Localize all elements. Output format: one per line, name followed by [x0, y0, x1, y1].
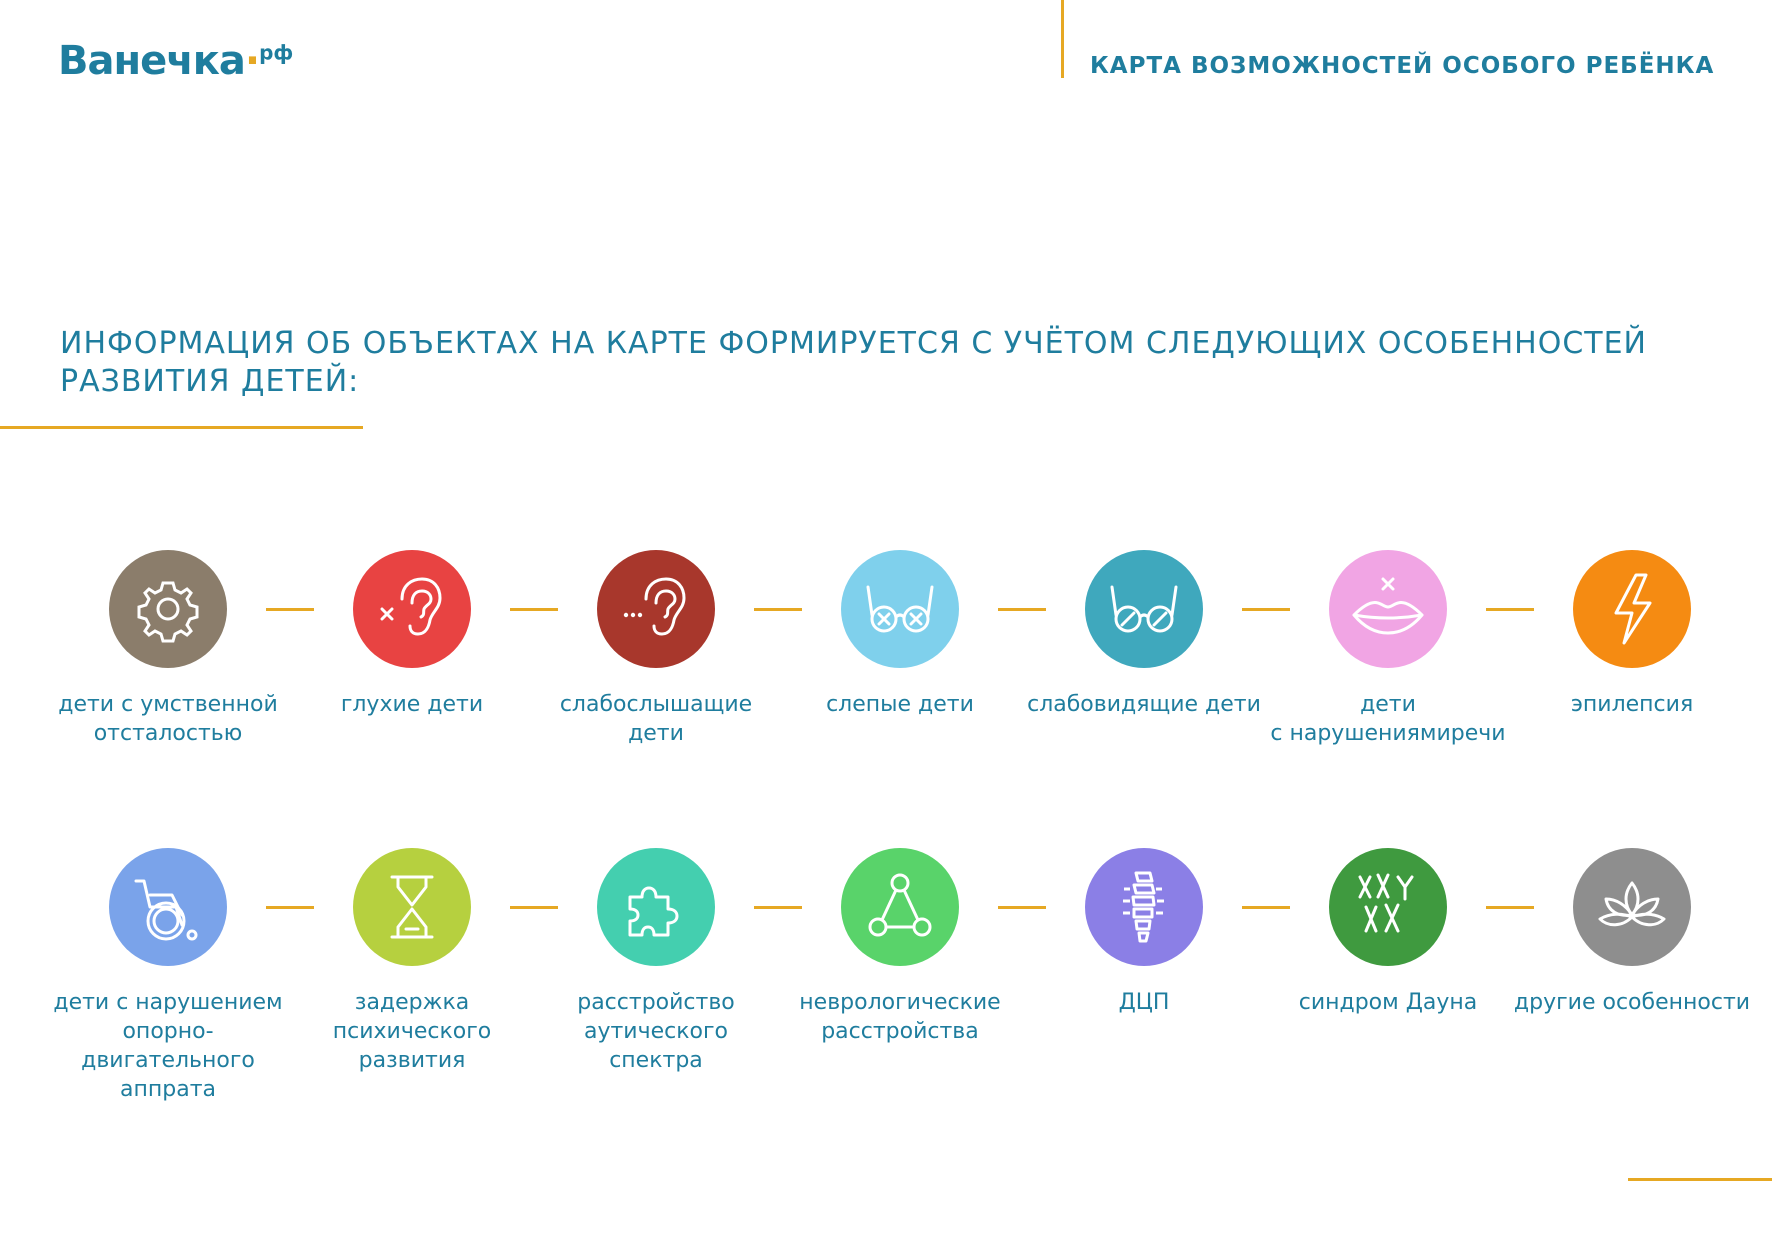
feature-item[interactable]: [1266, 848, 1510, 1017]
page-title: КАРТА ВОЗМОЖНОСТЕЙ ОСОБОГО РЕБЁНКА: [1090, 53, 1715, 79]
header-divider: [1061, 0, 1064, 78]
chromosome-icon: [1329, 848, 1447, 966]
logo-dot: ·: [244, 38, 260, 84]
spine-icon: [1085, 848, 1203, 966]
feature-item[interactable]: [534, 848, 778, 1075]
network-triangle-icon: [841, 848, 959, 966]
lightning-icon: [1573, 550, 1691, 668]
feature-item[interactable]: [1266, 550, 1510, 748]
features-row-2: [0, 848, 1772, 1208]
wheelchair-icon: [109, 848, 227, 966]
feature-item[interactable]: [778, 550, 1022, 719]
feature-label: дети с умственной отсталостью: [58, 692, 278, 746]
low-vision-glasses-icon: [1085, 550, 1203, 668]
puzzle-icon: [597, 848, 715, 966]
hard-of-hearing-ear-icon: [597, 550, 715, 668]
feature-item[interactable]: [46, 550, 290, 748]
feature-item[interactable]: [534, 550, 778, 748]
gear-icon: [109, 550, 227, 668]
feature-label: слепые дети: [826, 692, 974, 717]
section-heading: ИНФОРМАЦИЯ ОБ ОБЪЕКТАХ НА КАРТЕ ФОРМИРУЕТСЯ С УЧЁТОМ СЛЕДУЮЩИХ ОСОБЕННОСТЕЙ РАЗВИТИЯ ДЕТЕЙ:: [60, 326, 1647, 399]
logo-suffix: рф: [259, 40, 294, 65]
feature-label: дети с нарушением опорно- двигательного аппрата: [53, 990, 283, 1102]
feature-item[interactable]: [1022, 550, 1266, 719]
feature-item[interactable]: [1510, 848, 1754, 1017]
feature-label: неврологические расстройства: [799, 990, 1001, 1044]
feature-label: дети с нарушениямиречи: [1270, 692, 1506, 746]
feature-label: расстройство аутического спектра: [577, 990, 735, 1073]
feature-item[interactable]: [1510, 550, 1754, 719]
logo[interactable]: [58, 38, 293, 84]
feature-item[interactable]: [46, 848, 290, 1104]
feature-label: синдром Дауна: [1298, 990, 1478, 1015]
feature-label: ДЦП: [1118, 990, 1170, 1015]
feature-item[interactable]: [290, 848, 534, 1075]
lips-icon: [1329, 550, 1447, 668]
blind-glasses-icon: [841, 550, 959, 668]
feature-label: другие особенности: [1513, 990, 1751, 1015]
logo-text: Ванечка: [58, 38, 245, 84]
feature-item[interactable]: [778, 848, 1022, 1046]
feature-label: слабослышащие дети: [559, 692, 753, 746]
footer-rule: [1628, 1178, 1772, 1181]
feature-label: глухие дети: [340, 692, 484, 717]
heading-underline: [0, 426, 363, 429]
deaf-ear-icon: [353, 550, 471, 668]
feature-item[interactable]: [1022, 848, 1266, 1017]
feature-label: эпилепсия: [1570, 692, 1694, 717]
lotus-icon: [1573, 848, 1691, 966]
feature-label: задержка психического развития: [332, 990, 492, 1073]
hourglass-icon: [353, 848, 471, 966]
feature-item[interactable]: [290, 550, 534, 719]
feature-label: слабовидящие дети: [1027, 692, 1261, 717]
